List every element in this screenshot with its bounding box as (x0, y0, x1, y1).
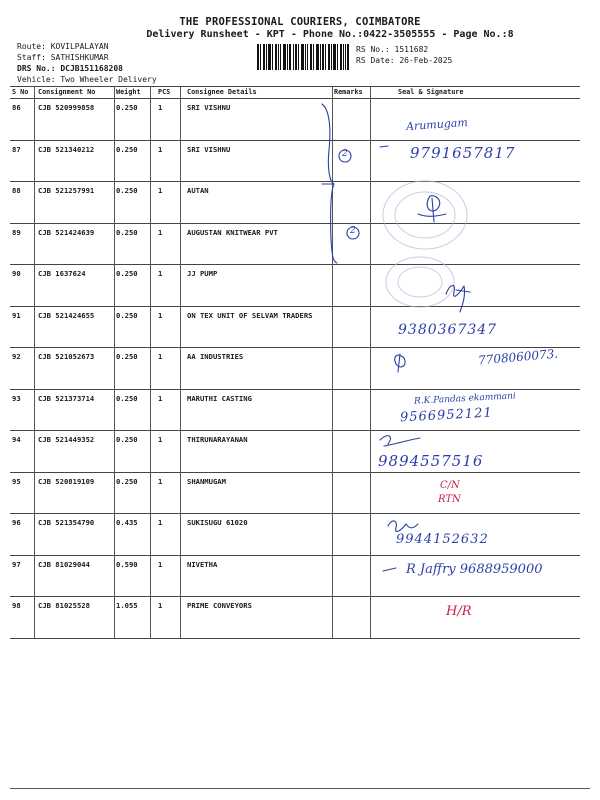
row-sno: 92 (12, 352, 21, 361)
row-consignment-no: CJB 520819109 (38, 476, 95, 486)
row-consignment-no: CJB 1637624 (38, 269, 86, 278)
row-sno: 91 (12, 310, 21, 320)
row-pcs: 1 (158, 393, 163, 403)
row-consignment-no: CJB 520999858 (38, 103, 95, 112)
row-weight: 0.250 (116, 476, 138, 486)
rs-date: RS Date: 26-Feb-2025 (356, 56, 453, 65)
row-weight: 0.250 (116, 227, 138, 237)
table-row (10, 99, 580, 141)
row-consignment-no: CJB 521340212 (38, 144, 95, 154)
row-consignment-no: CJB 521424639 (38, 227, 95, 237)
phone-92: 7708060073. (477, 346, 559, 368)
col-consignee-details: Consignee Details (187, 88, 257, 96)
row-sno: 97 (12, 559, 21, 569)
row-consignee-details: NIVETHA (187, 559, 218, 569)
col-divider (332, 86, 333, 639)
signature-97: R Jaffry 9688959000 (406, 562, 543, 577)
table-header (10, 86, 580, 99)
row-consignee-details: JJ PUMP (187, 269, 218, 278)
table-row (10, 597, 580, 639)
col-remarks: Remarks (334, 88, 363, 96)
row-consignee-details: AA INDUSTRIES (187, 352, 244, 361)
row-sno: 96 (12, 518, 21, 527)
phone-93: 9566952121 (399, 405, 494, 426)
row-weight: 0.250 (116, 186, 138, 195)
row-consignee-details: SRI VISHNU (187, 144, 231, 154)
row-sno: 86 (12, 103, 21, 112)
row-pcs: 1 (158, 310, 163, 320)
row-pcs: 1 (158, 601, 163, 610)
barcode-image (257, 44, 349, 70)
row-weight: 0.250 (116, 144, 138, 154)
col-sno: S No (12, 88, 29, 96)
row-sno: 94 (12, 435, 21, 444)
row-consignment-no: CJB 81025528 (38, 601, 90, 610)
table-row (10, 514, 580, 556)
row-weight: 1.055 (116, 601, 138, 610)
row-pcs: 1 (158, 103, 163, 112)
row-weight: 0.250 (116, 269, 138, 278)
drs-number: DRS No.: DCJB151168208 (17, 64, 123, 73)
row-weight: 0.590 (116, 559, 138, 569)
row-weight: 0.250 (116, 352, 138, 361)
signature-86: Arumugam (405, 115, 469, 134)
row-pcs: 1 (158, 518, 163, 527)
row-consignee-details: PRIME CONVEYORS (187, 601, 252, 610)
table-body (10, 99, 580, 639)
remark-89: 2 (350, 226, 356, 236)
col-pcs: PCS (158, 88, 171, 96)
row-sno: 98 (12, 601, 21, 610)
staff-text: Staff: SATHISHKUMAR (17, 53, 109, 62)
col-divider (180, 86, 181, 639)
table-row (10, 224, 580, 266)
row-consignment-no: CJB 521052673 (38, 352, 95, 361)
table-row (10, 473, 580, 515)
runsheet-meta-right (356, 44, 452, 66)
table-row (10, 265, 580, 307)
row-pcs: 1 (158, 144, 163, 154)
row-consignee-details: AUTAN (187, 186, 209, 195)
row-consignment-no: CJB 521424655 (38, 310, 95, 320)
phone-91: 9380367347 (398, 322, 498, 338)
row-consignee-details: MARUTHI CASTING (187, 393, 252, 403)
table-row (10, 431, 580, 473)
row-pcs: 1 (158, 269, 163, 278)
row-consignment-no: CJB 521257991 (38, 186, 95, 195)
row-sno: 95 (12, 476, 21, 486)
row-weight: 0.250 (116, 310, 138, 320)
row-consignment-no: CJB 521449352 (38, 435, 95, 444)
row-consignment-no: CJB 521373714 (38, 393, 95, 403)
row-consignee-details: SHANMUGAM (187, 476, 226, 486)
row-consignment-no: CJB 521354790 (38, 518, 95, 527)
row-pcs: 1 (158, 227, 163, 237)
name-93: R.K.Pandas ekammani (413, 391, 517, 407)
row-sno: 87 (12, 144, 21, 154)
col-consignment: Consignment No (38, 88, 96, 96)
row-weight: 0.250 (116, 435, 138, 444)
note-98: H/R (446, 604, 472, 619)
vehicle-text: Vehicle: Two Wheeler Delivery (17, 75, 157, 84)
row-pcs: 1 (158, 559, 163, 569)
route-text: Route: KOVILPALAYAN (17, 42, 109, 51)
row-sno: 89 (12, 227, 21, 237)
col-weight: Weight (116, 88, 141, 96)
table-row (10, 182, 580, 224)
rs-number: RS No.: 1511682 (356, 45, 429, 54)
runsheet-subtitle: Delivery Runsheet - KPT - Phone No.:0422-3505555 - Page No.:8 (146, 29, 514, 40)
col-divider (114, 86, 115, 639)
row-pcs: 1 (158, 435, 163, 444)
row-consignee-details: SUKISUGU 61020 (187, 518, 248, 527)
company-title: THE PROFESSIONAL COURIERS, COIMBATORE (179, 16, 421, 28)
row-weight: 0.250 (116, 393, 138, 403)
row-sno: 93 (12, 393, 21, 403)
row-pcs: 1 (158, 352, 163, 361)
row-weight: 0.435 (116, 518, 138, 527)
row-pcs: 1 (158, 476, 163, 486)
col-divider (34, 86, 35, 639)
phone-94: 9894557516 (378, 452, 484, 470)
col-divider (150, 86, 151, 639)
row-consignment-no: CJB 81029044 (38, 559, 90, 569)
runsheet-meta-left (17, 41, 157, 85)
row-weight: 0.250 (116, 103, 138, 112)
row-consignee-details: AUGUSTAN KNITWEAR PVT (187, 227, 278, 237)
row-consignee-details: THIRUNARAYANAN (187, 435, 248, 444)
page-bottom-rule (10, 788, 590, 789)
phone-87: 9791657817 (410, 144, 516, 162)
row-consignee-details: SRI VISHNU (187, 103, 231, 112)
row-sno: 88 (12, 186, 21, 195)
phone-96: 9944152632 (396, 532, 489, 547)
note-95-cn: C/N (440, 480, 460, 491)
col-divider (370, 86, 371, 639)
note-95-rtn: RTN (438, 494, 461, 505)
col-seal-signature: Seal & Signature (398, 88, 464, 96)
row-sno: 90 (12, 269, 21, 278)
row-pcs: 1 (158, 186, 163, 195)
row-consignee-details: ON TEX UNIT OF SELVAM TRADERS (187, 310, 313, 320)
remark-87: 2 (342, 149, 348, 159)
